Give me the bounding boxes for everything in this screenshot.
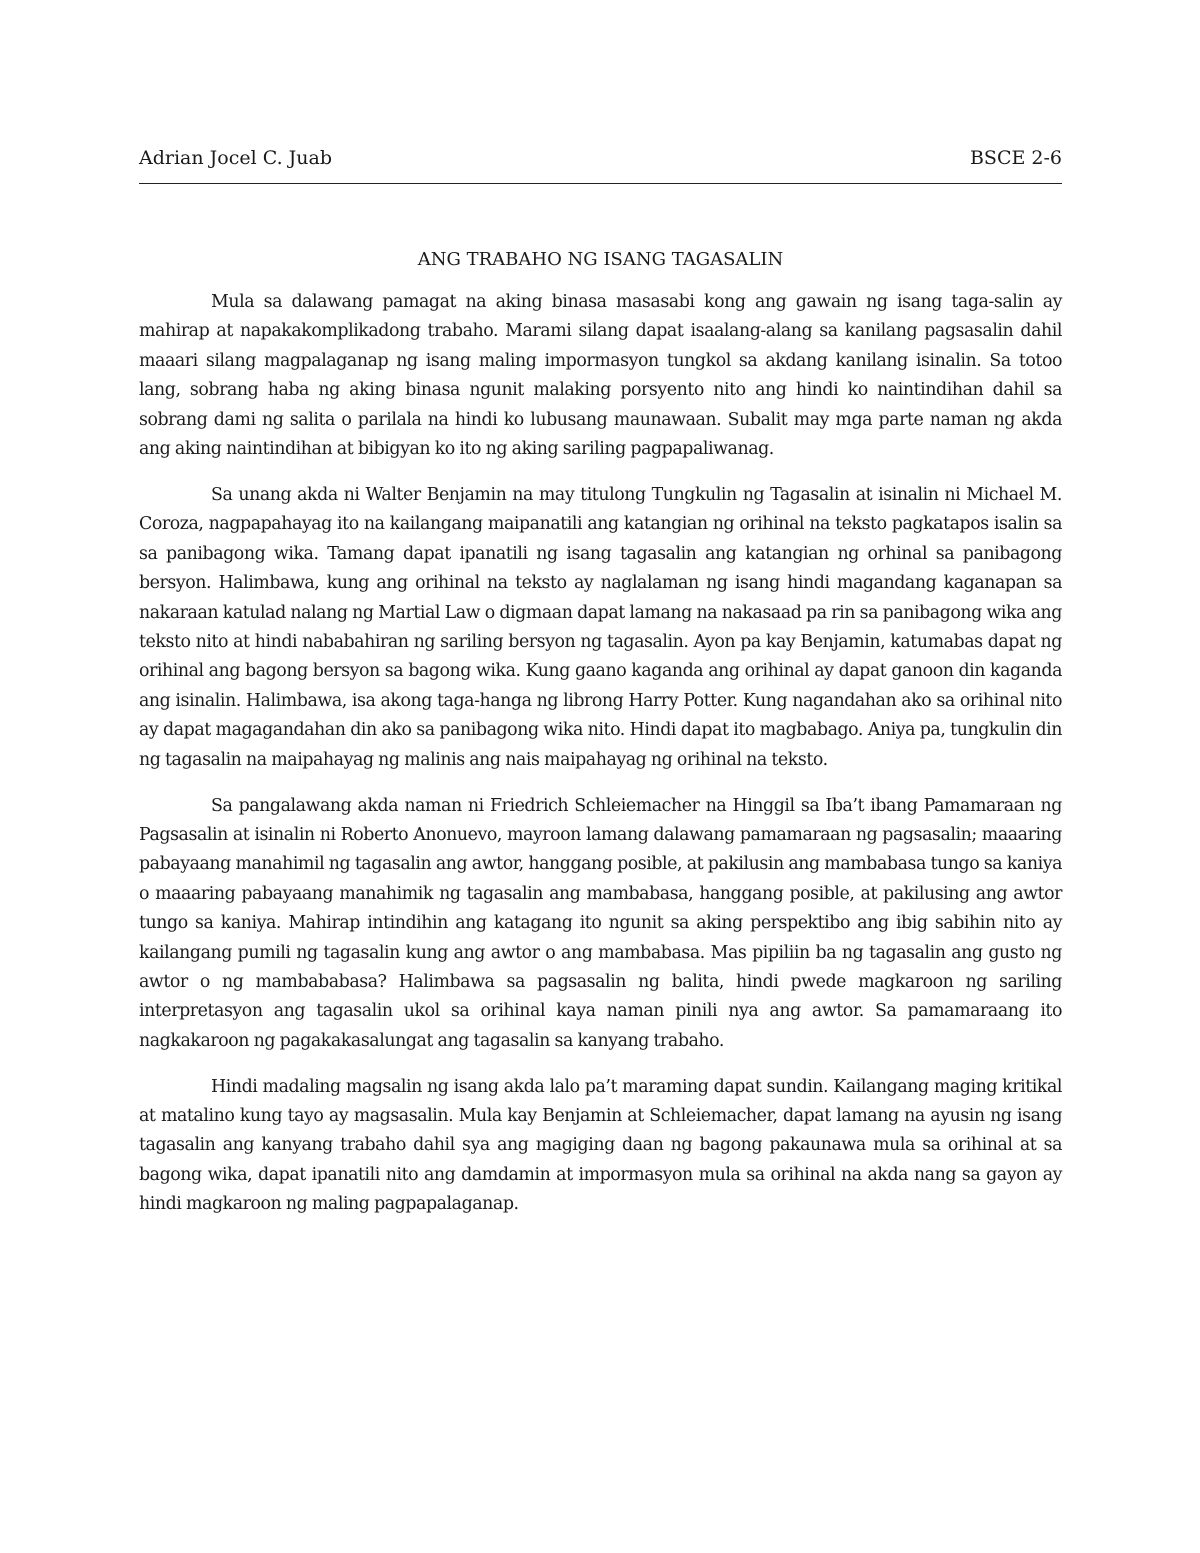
author-name: Adrian Jocel C. Juab <box>139 147 332 169</box>
paragraph-1: Mula sa dalawang pamagat na aking binasa masasabi kong ang gawain ng isang taga-salin ay mahirap at napakakomplikadong trabaho. Marami silang dapat isaalang-alang sa kanilang pagsasalin dahil maaari silang magpalaganap ng isang maling impormasyon tungkol sa akdang kanilang isinalin. Sa totoo lang, sobrang haba ng aking binasa ngunit malaking porsyento nito ang hindi ko naintindihan dahil sa sobrang dami ng salita o parilala na hindi ko lubusang maunawaan. Subalit may mga parte naman ng akda ang aking naintindihan at bibigyan ko ito ng aking sariling pagpapaliwanag. <box>139 292 1062 460</box>
essay-body <box>139 288 1062 1236</box>
paragraph-3: Sa pangalawang akda naman ni Friedrich Schleiemacher na Hinggil sa Iba’t ibang Pamamaraan ng Pagsasalin at isinalin ni Roberto Anonuevo, mayroon lamang dalawang pamamaraan ng pagsasalin; maaaring pabayaang manahimil ng tagasalin ang awtor, hanggang posible, at pakilusin ang mambabasa tungo sa kaniya o maaaring pabayaang manahimik ng tagasalin ang mambabasa, hanggang posible, at pakilusing ang awtor tungo sa kaniya. Mahirap intindihin ang katagang ito ngunit sa aking perspektibo ang ibig sabihin nito ay kailangang pumili ng tagasalin kung ang awtor o ang mambabasa. Mas pipiliin ba ng tagasalin ang gusto ng awtor o ng mambababasa? Halimbawa sa pagsasalin ng balita, hindi pwede magkaroon ng sariling interpretasyon ang tagasalin ukol sa orihinal kaya naman pinili nya ang awtor. Sa pamamaraang ito nagkakaroon ng pagakakasalungat ang tagasalin sa kanyang trabaho. <box>139 795 1062 1051</box>
header-divider <box>139 183 1062 184</box>
paragraph-4: Hindi madaling magsalin ng isang akda lalo pa’t maraming dapat sundin. Kailangang maging kritikal at matalino kung tayo ay magsasalin. Mula kay Benjamin at Schleiemacher, dapat lamang na ayusin ng isang tagasalin ang kanyang trabaho dahil sya ang magiging daan ng bagong pakaunawa mula sa orihinal at sa bagong wika, dapat ipanatili nito ang damdamin at impormasyon mula sa orihinal na akda nang sa gayon ay hindi magkaroon ng maling pagpapalaganap. <box>139 1076 1062 1215</box>
class-section: BSCE 2-6 <box>969 147 1062 169</box>
page-header <box>139 143 1062 173</box>
essay-title: ANG TRABAHO NG ISANG TAGASALIN <box>417 249 784 270</box>
paragraph-2: Sa unang akda ni Walter Benjamin na may titulong Tungkulin ng Tagasalin at isinalin ni Michael M. Coroza, nagpapahayag ito na kailangang maipanatili ang katangian ng orihinal na teksto pagkatapos isalin sa sa panibagong wika. Tamang dapat ipanatili ng isang tagasalin ang katangian ng orhinal sa panibagong bersyon. Halimbawa, kung ang orihinal na teksto ay naglalaman ng isang hindi magandang kaganapan sa nakaraan katulad nalang ng Martial Law o digmaan dapat lamang na nakasaad pa rin sa panibagong wika ang teksto nito at hindi nababahiran ng sariling bersyon ng tagasalin. Ayon pa kay Benjamin, katumabas dapat ng orihinal ang bagong bersyon sa bagong wika. Kung gaano kaganda ang orihinal ay dapat ganoon din kaganda ang isinalin. Halimbawa, isa akong taga-hanga ng librong Harry Potter. Kung nagandahan ako sa orihinal nito ay dapat magagandahan din ako sa panibagong wika nito. Hindi dapat ito magbabago. Aniya pa, tungkulin din ng tagasalin na maipahayag ng malinis ang nais maipahayag ng orihinal na teksto. <box>139 484 1062 770</box>
